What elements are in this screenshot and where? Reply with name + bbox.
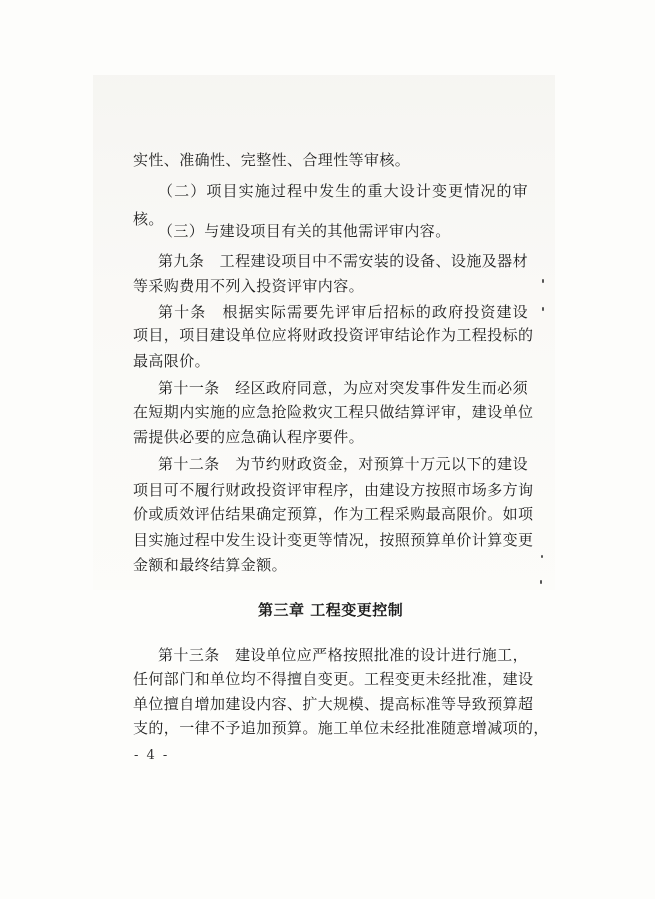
- text-line: 等采购费用不列入投资评审内容。: [133, 277, 365, 295]
- text-line: 最高限价。: [133, 352, 211, 370]
- text-line: 第十二条 为节约财政资金，对预算十万元以下的建设: [158, 455, 528, 473]
- text-line: 价或质效评估结果确定预算，作为工程采购最高限价。如项: [133, 505, 534, 523]
- text-line: 单位擅自增加建设内容、扩大规模、提高标准等导致预算超: [133, 695, 534, 713]
- text-line: （三）与建设项目有关的其他需评审内容。: [158, 222, 451, 240]
- text-line: 第十条 根据实际需要先评审后招标的政府投资建设: [158, 303, 528, 321]
- text-line: 核。: [133, 210, 164, 228]
- text-line: 项目，项目建设单位应将财政投资评审结论作为工程投标的: [133, 326, 534, 344]
- chapter-title: 第三章 工程变更控制: [258, 601, 404, 619]
- text-line: 第十一条 经区政府同意，为应对突发事件发生而必须: [158, 379, 528, 397]
- text-line: 第九条 工程建设项目中不需安装的设备、设施及器材: [158, 252, 528, 270]
- scan-speck: [542, 307, 544, 311]
- text-line: 金额和最终结算金额。: [133, 556, 288, 574]
- text-line: 支的，一律不予追加预算。施工单位未经批准随意增减项的，: [133, 719, 549, 737]
- text-line: 在短期内实施的应急抢险救灾工程只做结算评审，建设单位: [133, 403, 534, 421]
- scan-speck: [541, 555, 543, 558]
- text-line: 目实施过程中发生设计变更等情况，按照预算单价计算变更: [133, 531, 534, 549]
- text-line: 项目可不履行财政投资评审程序，由建设方按照市场多方询: [133, 481, 534, 499]
- text-line: 需提供必要的应急确认程序要件。: [133, 428, 365, 446]
- text-line: 实性、准确性、完整性、合理性等审核。: [133, 151, 411, 169]
- scan-speck: [540, 580, 542, 584]
- text-line: 任何部门和单位均不得擅自变更。工程变更未经批准，建设: [133, 670, 534, 688]
- text-line: （二）项目实施过程中发生的重大设计变更情况的审: [158, 182, 528, 200]
- text-line: 第十三条 建设单位应严格按照批准的设计进行施工，: [158, 646, 528, 664]
- scan-speck: [542, 279, 544, 283]
- page-number: - 4 -: [134, 748, 170, 763]
